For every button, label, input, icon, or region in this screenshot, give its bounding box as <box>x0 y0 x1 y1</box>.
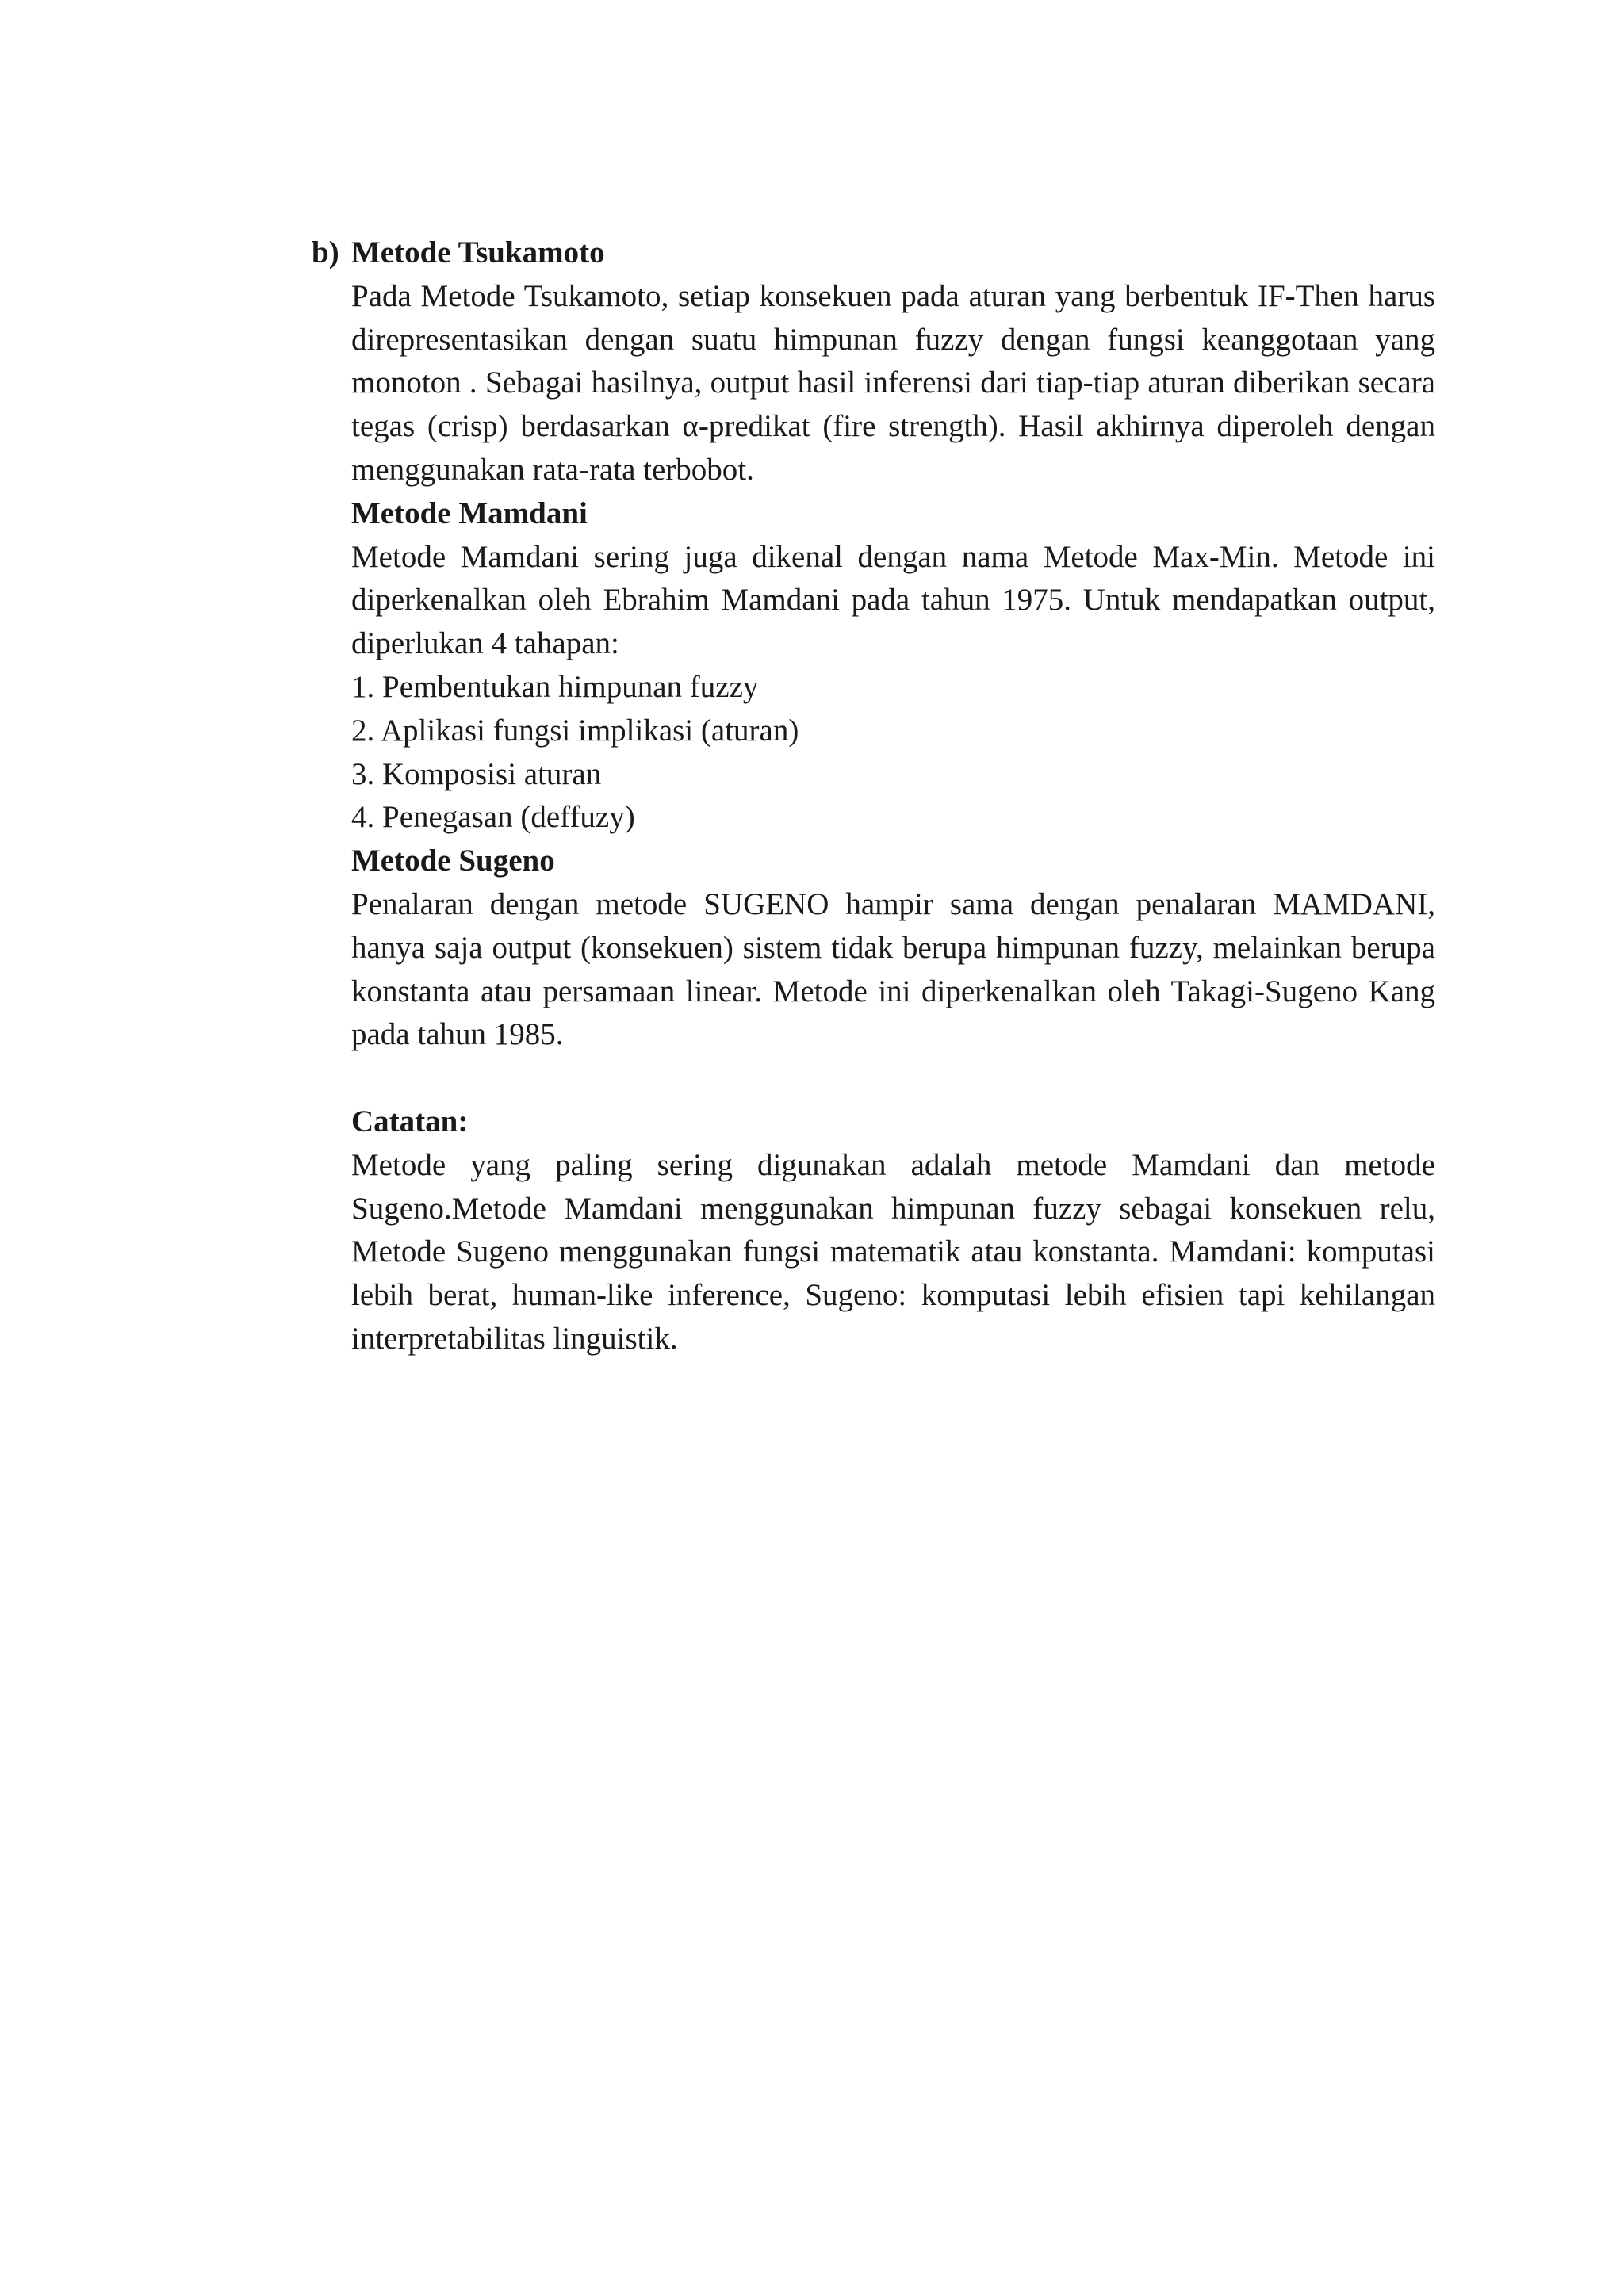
tsukamoto-paragraph: Pada Metode Tsukamoto, setiap konsekuen pada aturan yang berbentuk IF-Then harus direpresentasikan dengan suatu himpunan fuzzy dengan fungsi keanggotaan yang monoton . Sebagai hasilnya, output hasil inferensi dari tiap-tiap aturan diberikan secara tegas (crisp) berdasarkan α-predikat (fire strength). Hasil akhirnya diperoleh dengan menggunakan rata-rata terbobot. <box>351 278 1435 487</box>
blank-line <box>351 1057 1435 1100</box>
catatan-heading: Catatan: <box>351 1104 469 1138</box>
sugeno-paragraph: Penalaran dengan metode SUGENO hampir sama dengan penalaran MAMDANI, hanya saja output (konsekuen) sistem tidak berupa himpunan fuzzy, melainkan berupa konstanta atau persamaan linear. Metode ini diperkenalkan oleh Takagi-Sugeno Kang pada tahun 1985. <box>351 886 1435 1052</box>
section-b-marker: b) <box>312 235 339 270</box>
section-b-title: Metode Tsukamoto <box>351 235 605 270</box>
mamdani-step-2: 2. Aplikasi fungsi implikasi (aturan) <box>351 713 799 748</box>
mamdani-step-3: 3. Komposisi aturan <box>351 756 602 791</box>
mamdani-paragraph: Metode Mamdani sering juga dikenal dengan nama Metode Max-Min. Metode ini diperkenalkan oleh Ebrahim Mamdani pada tahun 1975. Untuk mendapatkan output, diperlukan 4 tahapan: <box>351 539 1435 661</box>
heading-line-spacer <box>351 232 1435 275</box>
document-body <box>351 232 1435 1361</box>
catatan-paragraph: Metode yang paling sering digunakan adalah metode Mamdani dan metode Sugeno.Metode Mamdani menggunakan himpunan fuzzy sebagai konsekuen relu, Metode Sugeno menggunakan fungsi matematik atau konstanta. Mamdani: komputasi lebih berat, human-like inference, Sugeno: komputasi lebih efisien tapi kehilangan interpretabilitas linguistik. <box>351 1147 1435 1356</box>
mamdani-step-4: 4. Penegasan (deffuzy) <box>351 800 635 835</box>
mamdani-heading: Metode Mamdani <box>351 496 588 530</box>
sugeno-heading: Metode Sugeno <box>351 844 555 878</box>
mamdani-step-1: 1. Pembentukan himpunan fuzzy <box>351 669 759 704</box>
